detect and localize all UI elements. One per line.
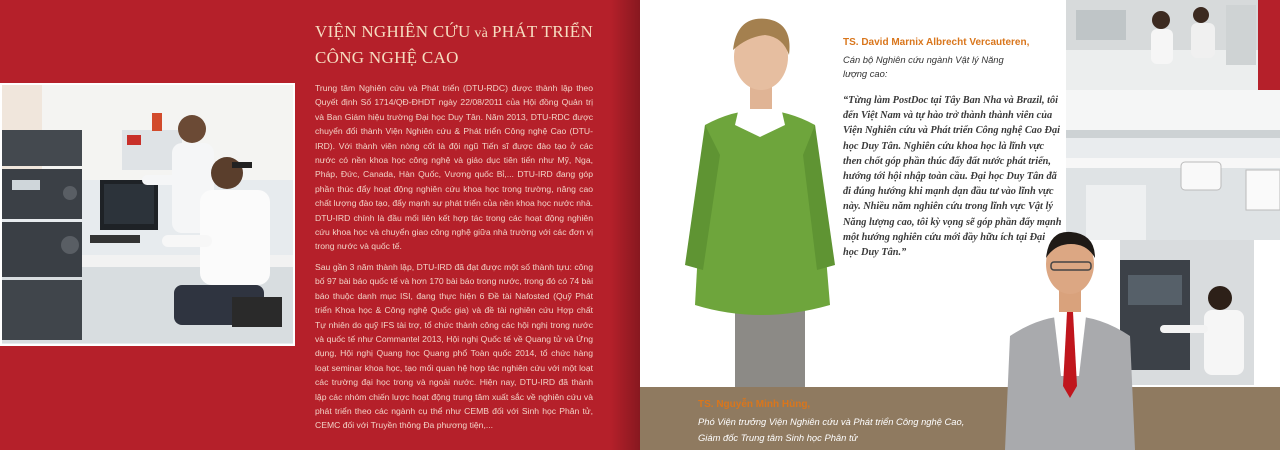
person-2-role-line-2: Giám đốc Trung tâm Sinh học Phân tử [698,432,858,443]
lab-photo-illustration [2,85,293,344]
person-1-role: Cán bộ Nghiên cứu ngành Vật lý Năng lượng cao: [843,54,1004,79]
lab-photo-bottom-right [1120,240,1254,385]
heading-part-3: PHÁT TRIỂN [491,22,594,41]
paragraph-1: Trung tâm Nghiên cứu và Phát triển (DTU-RDC) được thành lập theo Quyết định Số 1714/QĐ-ĐHDT ngày 22/08/2011 của Hội đồng Quản trị và Ban Giám hiệu trường Đại học Duy Tân. Năm 2013, DTU-RDC được chuyển đổi thành Viện Nghiên cứu & Phát triển Công nghệ Cao (DTU-IRD). Với thành viên nòng cốt là đội ngũ Tiến sĩ được đào tạo ở các nước có nền khoa học công nghệ và giáo dục tiên tiến như Mỹ, Nga, Pháp, Đức, Canada, Hàn Quốc, Vương quốc Bỉ,... DTU-IRD đang góp phần thúc đẩy hoạt động nghiên cứu khoa học trong trường, nâng cao chất lượng đào tạo, đẩy mạnh sự phát triển của nền khoa học nước nhà. DTU-IRD chính là đầu mối liên kết hợp tác trong các hoạt động nghiên cứu khoa học và chuyển giao công nghệ giữa nhà trường với các đơn vị trong nước và quốc tế. [315,83,593,252]
paragraph-2: Sau gần 3 năm thành lập, DTU-IRD đã đạt được một số thành tựu: công bố 97 bài báo quốc tế và hơn 170 bài báo trong nước, trong đó có 74 bài báo thuộc danh mục ISI, đang thực hiện 6 Đề tài Nafosted (Quỹ Phát triển Khoa học & Công nghệ Quốc gia) và đề tài nghiên cứu Hợp chất Tự nhiên do quỹ IFS tài trợ, tổ chức thành công các hội nghị trong nước và quốc tế như Commantel 2013, Hội nghị Quốc tế về Quang tử và Ứng dụng, Hội nghị Quang học Quang phổ Toàn quốc 2014, tổ chức hàng loạt seminar khoa học, tạo mối quan hệ hợp tác nghiên cứu với một loạt các trường đại học trong và ngoài nước. Hiện nay, DTU-IRD đã thành lập các nhóm chiến lược hoạt động trung tâm xuất sắc về nghiên cứu và phát triển theo các ngành cụ thể như CEMB đối với Sinh học Phân tử, CEMC đối với Truyền thông Đa phương tiện,... [315,261,593,431]
heading-line-2: CÔNG NGHỆ CAO [315,48,459,67]
body-text [315,81,593,439]
section-heading [315,20,615,70]
person-1-quote: “Từng làm PostDoc tại Tây Ban Nha và Brazil, tôi đến Việt Nam và tự hào trở thành thành viên của Viện Nghiên cứu và Phát triển Công nghệ Cao Đại học Duy Tân. Nghiên cứu khoa học là lĩnh vực then chốt góp phần thúc đẩy đất nước phát triển, hướng tới hội nhập toàn cầu. Đại học Duy Tân đã đi đúng hướng khi mạnh dạn đầu tư vào lĩnh vực này. Nhiều năm nghiên cứu trong lĩnh vực Vật lý Năng lượng cao, tôi kỳ vọng sẽ góp phần đẩy mạnh một hướng nghiên cứu mới đầy hữu ích tại Đại học Duy Tân.” [843,95,1062,259]
person-2-role [698,414,1038,446]
person-1-name: TS. David Marnix Albrecht Vercauteren, [843,37,1030,48]
lab-photo-middle-right [1066,90,1280,240]
person-2-name: TS. Nguyễn Minh Hùng, [698,399,811,410]
heading-part-1: VIỆN NGHIÊN CỨU [315,22,471,41]
red-edge-strip [1258,0,1280,90]
lab-photo [0,83,294,345]
person-1-portrait [685,15,835,387]
heading-part-2: và [470,26,492,41]
lab-photo-top-right [1066,0,1258,90]
person-2-role-line-1: Phó Viện trưởng Viện Nghiên cứu và Phát triển Công nghệ Cao, [698,416,965,427]
